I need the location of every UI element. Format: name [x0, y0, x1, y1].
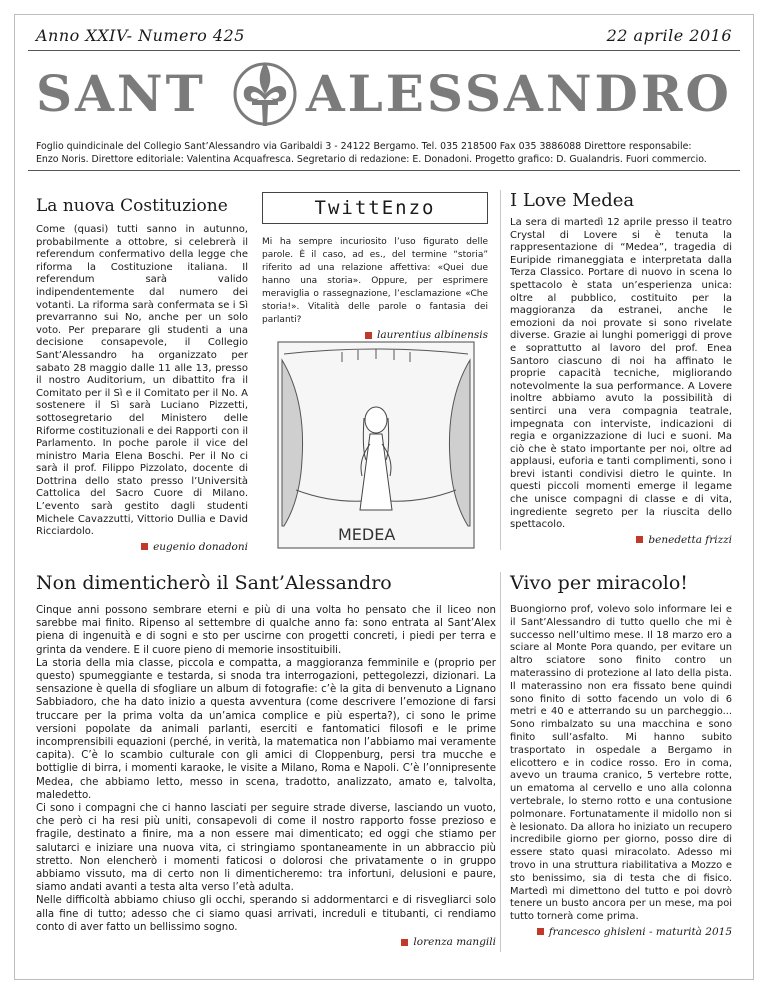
signature-text: benedetta frizzi	[648, 533, 732, 546]
article-twittenzo	[262, 236, 488, 341]
article-signature	[510, 926, 732, 938]
red-square-bullet-icon	[401, 939, 408, 946]
masthead-left: SANT	[36, 64, 206, 123]
article-title: I Love Medea	[510, 190, 635, 211]
article-body: Come (quasi) tutti sanno in autunno, probabilmente a ottobre, si celebrerà il referendum confermativo della legge che riforma la Costituzione italiana. Il referendum sarà valido indipendentemente dal numero dei votanti. La riforma sarà confermata se i Sì prevarranno sui No, anche per un solo voto. Per preparare gli studenti a una decisione consapevole, il Collegio Sant’Alessandro ha organizzato per sabato 28 maggio dalle 11 alle 13, presso il nostro Auditorium, un dibattito fra il Comitato per il Sì e il Comitato per il No. A sostenere il Sì sarà Luciano Pizzetti, sottosegretario del Ministero delle Riforme costituzionali e dei Rapporti con il Parlamento. In poche parole il vice del ministro Maria Elena Boschi. Per il No ci sarà il prof. Filippo Pizzolato, docente di Dottrina dello stato presso l’Università Cattolica del Sacro Cuore di Milano. L’evento sarà gestito dagli studenti Michele Cavazzutti, Vittorio Dullia e David Ricciardolo.	[36, 224, 248, 538]
article-miracolo	[510, 572, 732, 938]
drawing-caption: MEDEA	[338, 525, 396, 544]
imprint-line: Enzo Noris. Direttore editoriale: Valentina Acquafresca. Segretario di redazione: E. Donadoni. Progetto grafico: D. Gualandris. Fuori commercio.	[36, 154, 707, 165]
signature-text: lorenza mangili	[413, 936, 496, 949]
article-title: La nuova Costituzione	[36, 196, 228, 216]
imprint-line: Foglio quindicinale del Collegio Sant’Alessandro via Garibaldi 3 - 24122 Bergamo. Tel. 035 218500 Fax 035 3886088 Direttore responsabile:	[36, 141, 692, 152]
article-title: Vivo per miracolo!	[510, 572, 688, 594]
imprint-rule	[28, 170, 740, 171]
red-square-bullet-icon	[636, 536, 643, 543]
article-signature	[510, 534, 732, 546]
article-paragraph: Ci sono i compagni che ci hanno lasciati per seguire strade diverse, lasciando un vuoto, che però ci ha resi più uniti, consapevoli di come il nostro rapporto fosse prezioso e fragile, destinato a finire, ma a non essere mai dimenticato; ed oggi che stiamo per salutarci e iniziare una nuova vita, ci stringiamo spontaneamente in un abbraccio più stretto. Non elencherò i momenti faticosi o dolorosi che privatamente o in gruppo abbiamo vissuto, ma di certo non li dimenticheremo: tra infortuni, delusioni e paure, siamo andati avanti a testa alta verso l’età adulta.	[36, 803, 496, 894]
header-rule	[28, 50, 740, 51]
article-body: La sera di martedì 12 aprile presso il teatro Crystal di Lovere si è tenuta la rappresentazione di “Medea”, tragedia di Euripide rimaneggiata e interpretata dalla Terza Classico. Portare di nuovo in scena lo spettacolo è stata un’esperienza unica: oltre al pubblico, costituito per la maggioranza da estranei, anche le emozioni da noi provate si sono rivelate diverse. Grazie ai lunghi pomeriggi di prove e soprattutto al lavoro del prof. Enea Santoro ciascuno di noi ha affinato le proprie capacità tecniche, migliorando notevolmente la sua performance. A Lovere inoltre abbiamo avuto la possibilità di sentirci una vera compagnia teatrale, impegnata con interviste, indicazioni di regia e organizzazione di luci e suoni. Ma ciò che è stato importante per noi, oltre ad applausi, euforia e tanti complimenti, sono i brevi istanti condivisi dietro le quinte. In questi piccoli momenti emerge il legame che unisce compagni di classe e di vita, ingrediente segreto per la riuscita dello spettacolo.	[510, 217, 732, 531]
article-santalessandro	[36, 572, 496, 948]
article-costituzione	[36, 196, 248, 553]
article-paragraph: Cinque anni possono sembrare eterni e più di una volta ho pensato che il liceo non sarebbe mai finito. Ripenso al settembre di qualche anno fa: sono entrata al Sant’Alex piena di ingenuità e di sogni e sto per uscirne con progetti concreti, i piedi per terra e grinta da vendere. E il cuore pieno di memorie insostituibili.	[36, 605, 496, 656]
signature-text: laurentius albinensis	[376, 329, 488, 341]
red-square-bullet-icon	[141, 543, 148, 550]
signature-text: francesco ghisleni - maturità 2015	[548, 925, 732, 938]
article-body	[36, 604, 496, 934]
masthead	[36, 64, 732, 134]
article-paragraph: Nelle difficoltà abbiamo chiuso gli occhi, sperando si addormentarci e di risvegliarci solo alla fine di tutto; adesso che ci siamo quasi arrivati, increduli e titubanti, ci rendiamo conto di aver fatto un bellissimo sogno.	[36, 895, 496, 933]
article-body: Buongiorno prof, volevo solo informare lei e il Sant’Alessandro di tutto quello che mi è successo nell’ultimo mese. Il 18 marzo ero a sciare al Monte Pora quando, per evitare un altro sciatore sono finito contro un materassino di protezione al lato della pista. Il materassino non era fissato bene quindi sono finito di sotto facendo un volo di 6 metri e 40 e atterrando su un parcheggio... Sono rimbalzato su una macchina e sono finito sull’asfalto. Mi hanno subito trasportato in ospedale a Bergamo in elicottero e in codice rosso. Ero in coma, avevo un trauma cranico, 5 vertebre rotte, un ematoma al cervello e uno alla colonna vertebrale, lo sterno rotto e una contusione polmonare. Fortunatamente il midollo non si è lesionato. Da allora ho iniziato un recupero incredibile giorno per giorno, posso dire di essere stato quasi miracolato. Adesso mi trovo in una struttura riabilitativa a Mozzo e sto benissimo, sia di testa che di fisico. Martedì mi dimettono del tutto e poi dovrò tenere un busto ancora per un mese, ma poi tutto tornerà come prima.	[510, 604, 732, 923]
article-title: Non dimenticherò il Sant’Alessandro	[36, 572, 392, 594]
twittenzo-title-box: TwittEnzo	[262, 192, 488, 224]
issue-date: 22 aprile 2016	[606, 26, 732, 45]
article-body: Mi ha sempre incuriosito l’uso figurato delle parole. È il caso, ad es., del termine “storia” riferito ad una relazione affettiva: «Quei due hanno una storia». Oppure, per esprimere meraviglia o rassegnazione, l’esclamazione «Che storia!». Vitalità delle parole o fantasia dei parlanti?	[262, 237, 488, 325]
article-medea	[510, 190, 732, 546]
imprint	[36, 140, 732, 166]
column-divider	[500, 190, 501, 550]
red-square-bullet-icon	[537, 928, 544, 935]
column-divider	[500, 572, 501, 952]
issue-number: Anno XXIV- Numero 425	[36, 26, 245, 45]
fleur-de-lis-crest-icon	[232, 54, 298, 134]
article-signature	[36, 936, 496, 948]
medea-drawing	[276, 340, 476, 550]
masthead-right: ALESSANDRO	[305, 64, 732, 123]
signature-text: eugenio donadoni	[153, 540, 248, 553]
article-paragraph: La storia della mia classe, piccola e compatta, a maggioranza femminile e (proprio per questo) spumeggiante e testarda, si snoda tra interrogazioni, pettegolezzi, dizionari. La sensazione è quella di sfogliare un album di fotografie: c’è la gita di benvenuto a Lignano Sabbiadoro, che ha dato inizio a questa avventura (come descrivere l’emozione di farsi truccare per la prima volta da un’amica complice e più esperta?), ci sono le prime versioni popolate da animali parlanti, eserciti e fantomatici filosofi e le prime incomprensibili equazioni (perché, in verità, la matematica non l’abbiamo mai veramente capita). C’è lo scambio culturale con gli amici di Cloppenburg, persi tra mucche e bottiglie di birra, i momenti karaoke, le visite a Milano, Roma e Napoli. C’è l’onnipresente Medea, che abbiamo letto, messo in scena, tradotto, analizzato, amato e, talvolta, maledetto.	[36, 657, 496, 801]
red-square-bullet-icon	[365, 332, 372, 339]
article-signature	[36, 541, 248, 553]
